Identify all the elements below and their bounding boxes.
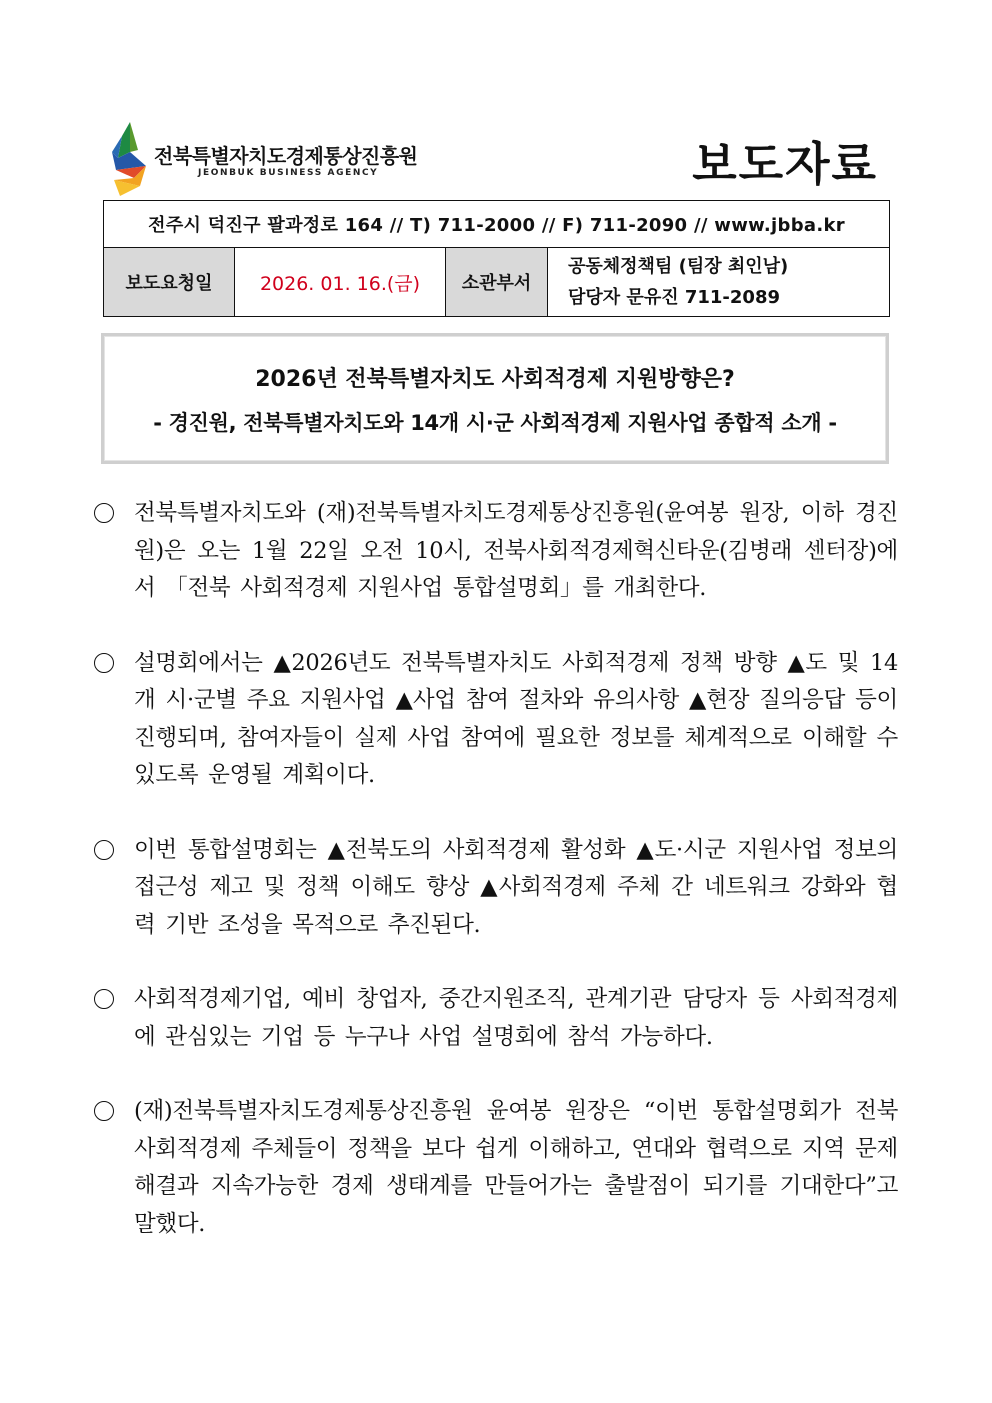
department-contact: 담당자 문유진 711-2089 [568,287,781,308]
paragraph [94,832,898,945]
circle-bullet-icon [94,989,114,1009]
paragraph-text: 사회적경제기업, 예비 창업자, 중간지원조직, 관계기관 담당자 등 사회적경제에 관심있는 기업 등 누구나 사업 설명회에 참석 가능하다. [134,986,898,1050]
paragraph [94,981,898,1056]
request-date: 2026. 01. 16.(금) [235,248,446,317]
paragraph-text: 이번 통합설명회는 ▲전북도의 사회적경제 활성화 ▲도·시군 지원사업 정보의 접근성 제고 및 정책 이해도 향상 ▲사회적경제 주체 간 네트워크 강화와 협력 기반 조성을 목적으로 추진된다. [134,836,898,938]
paragraph-text: 전북특별자치도와 (재)전북특별자치도경제통상진흥원(윤여봉 원장, 이하 경진원)은 오는 1월 22일 오전 10시, 전북사회적경제혁신타운(김병래 센터장)에서 「전북 사회적경제 지원사업 통합설명회」를 개최한다. [134,500,898,601]
org-logo [110,122,430,198]
headline: 2026년 전북특별자치도 사회적경제 지원방향은? [255,367,735,392]
paragraph [94,645,898,795]
sub-headline: - 경진원, 전북특별자치도와 14개 시·군 사회적경제 지원사업 종합적 소개 - [153,411,837,435]
org-logo-mark [110,122,154,198]
department-info [548,248,890,317]
paragraph-text: 설명회에서는 ▲2026년도 전북특별자치도 사회적경제 정책 방향 ▲도 및 14개 시·군별 주요 지원사업 ▲사업 참여 절차와 유의사항 ▲현장 질의응답 등이 진행되며, 참여자들이 실제 사업 참여에 필요한 정보를 체계적으로 이해할 수 있도록 운영될 계획이다. [134,649,898,788]
org-english-name: JEONBUK BUSINESS AGENCY [198,168,379,178]
address-row [104,201,890,248]
article-body [94,495,898,1280]
paragraph [94,1093,898,1243]
contact-info-table [103,200,890,317]
circle-bullet-icon [94,653,114,673]
circle-bullet-icon [94,503,114,523]
paragraph [94,495,898,608]
department-label: 소관부서 [446,248,548,317]
org-name: 전북특별자치도경제통상진흥원 [154,144,418,168]
request-row [104,248,890,317]
paragraph-text: (재)전북특별자치도경제통상진흥원 윤여봉 원장은 “이번 통합설명회가 전북 사회적경제 주체들이 정책을 보다 쉽게 이해하고, 연대와 협력으로 지역 문제 해결과 지속가능한 경제 생태계를 만들어가는 출발점이 되기를 기대한다”고 말했다. [134,1098,898,1237]
headline-box [101,333,889,464]
department-team: 공동체정책팀 (팀장 최인남) [568,256,789,277]
request-date-label: 보도요청일 [104,248,235,317]
circle-bullet-icon [94,840,114,860]
address-line: 전주시 덕진구 팔과정로 164 // T) 711-2000 // F) 711-2090 // www.jbba.kr [104,201,890,248]
document-type-title: 보도자료 [692,137,878,191]
circle-bullet-icon [94,1101,114,1121]
